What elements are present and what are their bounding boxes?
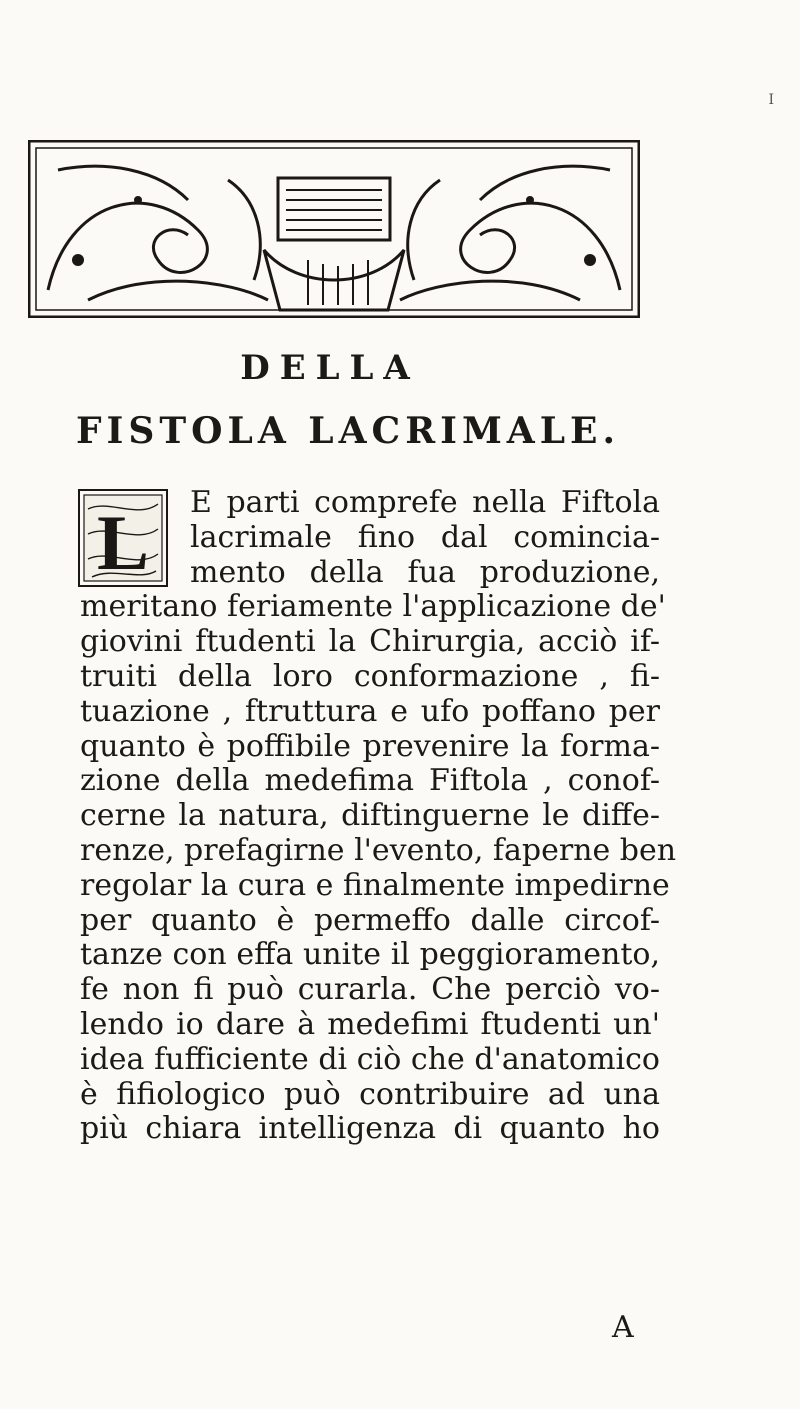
text-line: per quanto è permeffo dalle circof- [80,902,660,938]
ornamental-headpiece [28,140,640,318]
initial-letter: L [96,499,150,586]
text-line: tuazione , ftruttura e ufo poffano per [80,693,660,729]
heading-della: DELLA [240,348,420,388]
text-line: renze, prefagirne l'evento, faperne ben [80,832,677,868]
text-line: lacrimale fino dal comincia- [190,519,660,555]
text-line: giovini ftudenti la Chirurgia, acciò if- [80,624,660,660]
text-line: idea fufficiente di ciò che d'anatomico [80,1041,660,1077]
text-line: fe non fi può curarla. Che perciò vo- [80,972,660,1008]
text-line: zione della medefima Fiftola , conof- [80,763,660,799]
text-line: quanto è poffibile prevenire la forma- [80,728,660,764]
text-line: più chiara intelligenza di quanto ho [80,1111,660,1147]
text-line: tanze con effa unite il peggioramento, [80,937,660,973]
signature-mark: A [612,1310,634,1345]
text-line: meritano feriamente l'applicazione de' [80,589,666,625]
text-line: mento della fua produzione, [190,554,660,590]
text-line: è fifiologico può contribuire ad una [80,1076,660,1112]
text-line: regolar la cura e finalmente impedirne [80,867,670,903]
text-line: lendo io dare à medefimi ftudenti un' [80,1006,660,1042]
page-number: I [768,92,774,108]
text-line: E parti comprefe nella Fiftola [190,485,660,520]
heading-title: FISTOLA LACRIMALE. [75,410,621,452]
text-line: truiti della loro conformazione , fi- [80,658,660,694]
text-line: cerne la natura, diftinguerne le diffe- [80,798,660,834]
body-paragraph [80,485,677,1147]
